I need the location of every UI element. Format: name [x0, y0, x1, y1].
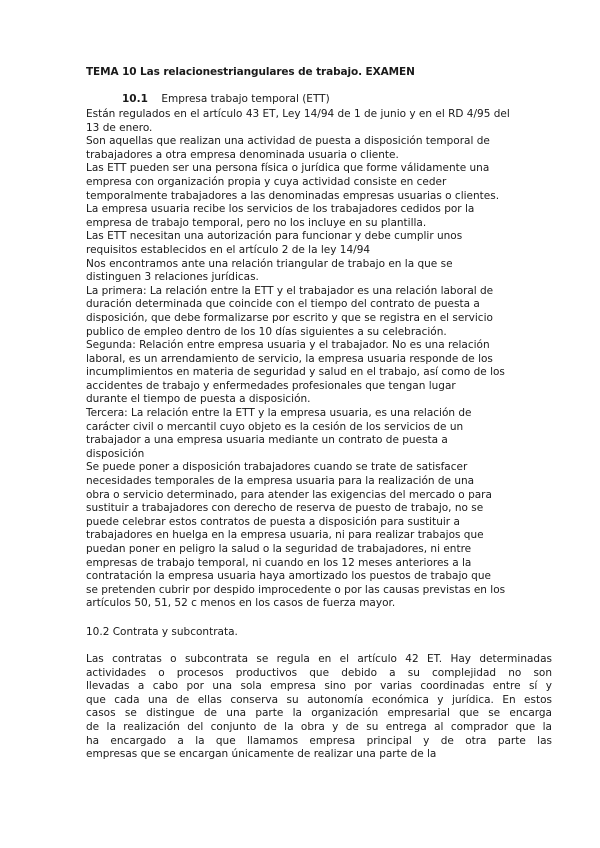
text-line: que cada una de ellas conserva su autonomía económica y jurídica. En estos [86, 693, 552, 706]
section-1-title: Empresa trabajo temporal (ETT) [161, 93, 330, 105]
section-1-heading [86, 93, 552, 105]
text-line: empresas de trabajo temporal, ni cuando en los 12 meses anteriores a la [86, 556, 472, 569]
text-line: Segunda: Relación entre empresa usuaria y el trabajador. No es una relación [86, 339, 490, 352]
text-line: Se puede poner a disposición trabajadores cuando se trate de satisfacer [86, 461, 468, 474]
text-line: obra o servicio determinado, para atender las exigencias del mercado o para [86, 488, 492, 501]
text-line: se pretenden cubrir por despido improcedente o por las causas previstas en los [86, 583, 506, 596]
text-line: laboral, es un arrendamiento de servicio, la empresa usuaria responde de los [86, 352, 493, 365]
text-line: duración determinada que coincide con el tiempo del contrato de puesta a [86, 298, 480, 311]
text-line: ha encargado a la que llamamos empresa principal y de otra parte las [86, 734, 552, 747]
text-line: empresa con organización propia y cuya actividad consiste en ceder [86, 175, 447, 188]
section-1-body [86, 108, 552, 611]
text-line: publico de empleo dentro de los 10 días siguientes a su celebración. [86, 325, 447, 338]
text-line: durante el tiempo de puesta a disposición. [86, 393, 311, 406]
text-line: actividades o procesos productivos que debido a su complejidad no son [86, 666, 552, 679]
text-line: empresas que se encargan únicamente de realizar una parte de la [86, 748, 437, 761]
document-title: TEMA 10 Las relacionestriangulares de trabajo. EXAMEN [86, 66, 415, 78]
text-line: Tercera: La relación entre la ETT y la empresa usuaria, es una relación de [86, 407, 472, 420]
text-line: puede celebrar estos contratos de puesta a disposición para sustituir a [86, 515, 460, 528]
text-line: La empresa usuaria recibe los servicios de los trabajadores cedidos por la [86, 203, 475, 216]
section-1-number: 10.1 [122, 93, 148, 105]
text-line: disposición, que debe formalizarse por escrito y que se registra en el servicio [86, 311, 493, 324]
text-line: Son aquellas que realizan una actividad de puesta a disposición temporal de [86, 135, 490, 148]
text-line: sustituir a trabajadores con derecho de reserva de puesto de trabajo, no se [86, 502, 484, 515]
text-line: incumplimientos en materia de seguridad y salud en el trabajo, así como de los [86, 366, 505, 379]
text-line: empresa de trabajo temporal, pero no los incluye en su plantilla. [86, 216, 427, 229]
text-line: casos se distingue de una parte la organización empresarial que se encarga [86, 707, 552, 720]
text-line: trabajador a una empresa usuaria mediante un contrato de puesta a [86, 434, 448, 447]
text-line: Nos encontramos ante una relación triangular de trabajo en la que se [86, 257, 453, 270]
text-line: disposición [86, 447, 145, 460]
text-line: Las ETT necesitan una autorización para funcionar y debe cumplir unos [86, 230, 463, 243]
text-line: necesidades temporales de la empresa usuaria para la realización de una [86, 475, 475, 488]
text-line: La primera: La relación entre la ETT y el trabajador es una relación laboral de [86, 284, 494, 297]
section-2-body [86, 653, 552, 762]
text-line: trabajadores a otra empresa denominada usuaria o cliente. [86, 148, 399, 161]
text-line: de la realización del conjunto de la obra y de su entrega al comprador que la [86, 720, 552, 733]
text-line: Las contratas o subcontrata se regula en el artículo 42 ET. Hay determinadas [86, 652, 552, 665]
text-line: 13 de enero. [86, 121, 153, 134]
text-line: distinguen 3 relaciones jurídicas. [86, 271, 259, 284]
text-line: carácter civil o mercantil cuyo objeto es la cesión de los servicios de un [86, 420, 464, 433]
text-line: temporalmente trabajadores a las denominadas empresas usuarias o clientes. [86, 189, 500, 202]
text-line: contratación la empresa usuaria haya amortizado los puestos de trabajo que [86, 570, 491, 583]
text-line: trabajadores en huelga en la empresa usuaria, ni para realizar trabajos que [86, 529, 484, 542]
text-line: puedan poner en peligro la salud o la seguridad de trabajadores, ni entre [86, 543, 472, 555]
text-line: Las ETT pueden ser una persona física o jurídica que forme válidamente una [86, 162, 490, 175]
text-line: Están regulados en el artículo 43 ET, Ley 14/94 de 1 de junio y en el RD 4/95 del [86, 108, 510, 120]
text-line: artículos 50, 51, 52 c menos en los casos de fuerza mayor. [86, 597, 396, 610]
text-line: requisitos establecidos en el artículo 2 de la ley 14/94 [86, 243, 371, 256]
section-2-heading: 10.2 Contrata y subcontrata. [86, 625, 238, 638]
text-line: llevadas a cabo por una sola empresa sino por varias coordinadas entre sí y [86, 680, 552, 693]
text-line: accidentes de trabajo y enfermedades profesionales que tengan lugar [86, 379, 456, 392]
